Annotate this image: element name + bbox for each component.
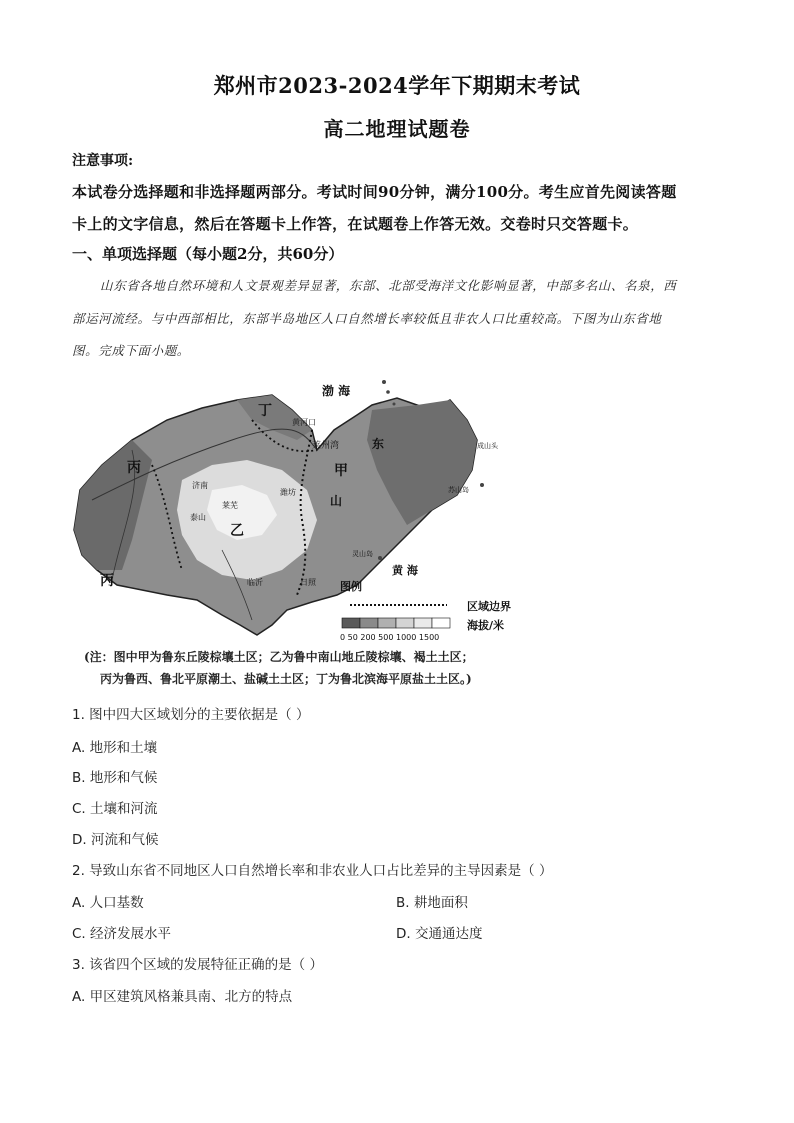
label-jinan: 济南 <box>192 481 208 490</box>
material-line-3: 图。完成下面小题。 <box>72 343 190 358</box>
legend-boundary-label: 区域边界 <box>467 600 511 613</box>
label-region-bing-north: 丙 <box>127 460 141 476</box>
question-3-stem: 3. 该省四个区域的发展特征正确的是（ ） <box>72 957 323 973</box>
legend-title: 图例 <box>340 580 362 593</box>
label-laiwu: 莱芜 <box>222 501 238 510</box>
label-region-bing-south: 丙 <box>100 573 114 589</box>
legend-elevation-label: 海拔/米 <box>467 619 505 632</box>
label-laizhou-bay: 莱州湾 <box>312 441 340 451</box>
label-region-ding: 丁 <box>258 403 272 419</box>
label-huanghekou: 黄河口 <box>292 418 316 427</box>
question-2-option-b: B. 耕地面积 <box>396 895 468 911</box>
exam-title: 郑州市2023-2024学年下期期末考试 <box>213 73 581 98</box>
section-heading: 一、单项选择题（每小题2分，共60分） <box>72 245 344 263</box>
question-3-option-a: A. 甲区建筑风格兼具南、北方的特点 <box>72 989 293 1005</box>
question-2-option-d: D. 交通通达度 <box>396 926 483 942</box>
label-shan: 山 <box>330 494 343 508</box>
label-taishan: 泰山 <box>190 513 206 522</box>
label-yellow-sea: 黄 海 <box>392 564 418 577</box>
legend-elevation-scale <box>342 618 450 628</box>
map-figure <box>72 370 542 648</box>
notice-line-2: 卡上的文字信息，然后在答题卡上作答，在试题卷上作答无效。交卷时只交答题卡。 <box>72 215 639 233</box>
question-2-option-a: A. 人口基数 <box>72 895 144 911</box>
map-caption-line-1: (注：图中甲为鲁东丘陵棕壤土区；乙为鲁中南山地丘陵棕壤、褐土土区； <box>84 650 474 664</box>
label-sushandao: 苏山岛 <box>448 486 469 494</box>
label-weifang: 潍坊 <box>280 488 296 497</box>
notice-heading: 注意事项: <box>72 153 134 169</box>
question-1-option-c: C. 土壤和河流 <box>72 801 158 817</box>
label-region-yi: 乙 <box>230 523 244 539</box>
question-1-option-a: A. 地形和土壤 <box>72 740 158 756</box>
question-1-option-b: B. 地形和气候 <box>72 770 158 786</box>
notice-line-1: 本试卷分选择题和非选择题两部分。考试时间90分钟，满分100分。考生应首先阅读答题 <box>72 183 677 201</box>
label-bohai: 渤 海 <box>322 384 351 398</box>
label-dong: 东 <box>372 437 385 451</box>
material-line-1: 山东省各地自然环境和人文景观差异显著，东部、北部受海洋文化影响显著，中部多名山、名泉，西 <box>100 278 677 293</box>
map-caption-line-2: 丙为鲁西、鲁北平原潮土、盐碱土土区；丁为鲁北滨海平原盐土土区。) <box>100 672 472 686</box>
label-linyi: 临沂 <box>247 578 263 587</box>
legend-elevation-ticks: 0 50 200 500 1000 1500 <box>340 633 440 642</box>
question-1-option-d: D. 河流和气候 <box>72 832 159 848</box>
label-lingshandao: 灵山岛 <box>352 550 373 558</box>
question-1-stem: 1. 图中四大区域划分的主要依据是（ ） <box>72 707 310 723</box>
exam-subtitle: 高二地理试题卷 <box>323 117 471 141</box>
label-rizhao: 日照 <box>300 578 316 587</box>
material-line-2: 部运河流经。与中西部相比，东部半岛地区人口自然增长率较低且非农人口比重较高。下图为山东省地 <box>72 311 662 326</box>
label-chengshantou: 成山头 <box>477 442 498 450</box>
question-2-stem: 2. 导致山东省不同地区人口自然增长率和非农业人口占比差异的主导因素是（ ） <box>72 863 553 879</box>
label-region-jia: 甲 <box>334 463 348 479</box>
question-2-option-c: C. 经济发展水平 <box>72 926 172 942</box>
shandong-map <box>72 370 542 648</box>
